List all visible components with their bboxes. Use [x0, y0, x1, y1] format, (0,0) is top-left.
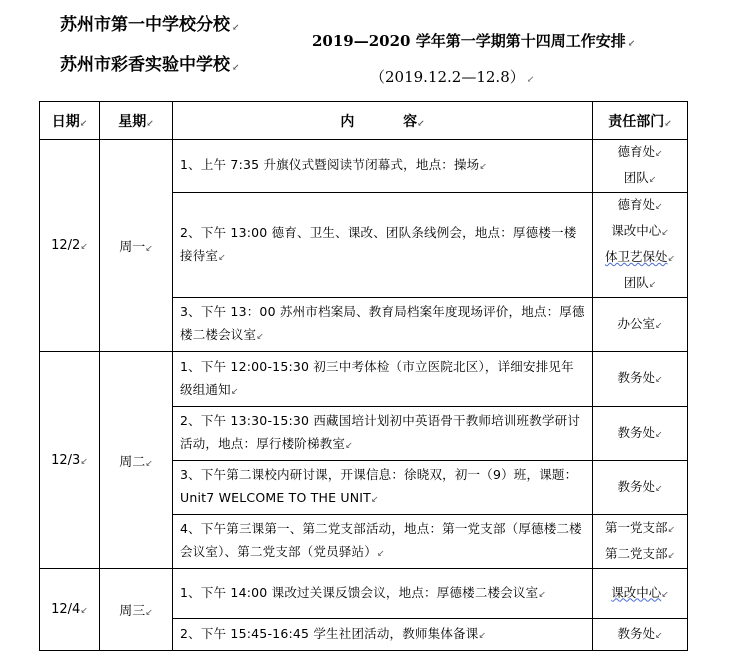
dept-cell: 教务处↙: [593, 407, 688, 461]
date-range: （2019.12.2—12.8） ↙: [370, 68, 535, 86]
document-title: 2019—2020 学年第一学期第十四周工作安排 ↙: [312, 32, 636, 50]
content-cell: 1、下午 14:00 课改过关课反馈会议，地点：厚德楼二楼会议室↙: [173, 569, 593, 619]
content-cell: 3、下午 13：00 苏州市档案局、教育局档案年度现场评价，地点：厚德楼二楼会议室↙: [173, 298, 593, 352]
content-cell: 3、下午第二课校内研讨课，开课信息：徐晓双，初一（9）班，课题：Unit7 WELCOME TO THE UNIT↙: [173, 461, 593, 515]
header-content: 内 容↙: [173, 102, 593, 140]
content-cell: 1、上午 7:35 升旗仪式暨阅读节闭幕式，地点：操场↙: [173, 140, 593, 193]
dept-cell: 教务处↙: [593, 352, 688, 407]
table-row: [40, 140, 688, 193]
header-weekday: 星期↙: [100, 102, 173, 140]
content-cell: 2、下午 15:45-16:45 学生社团活动，教师集体备课↙: [173, 619, 593, 651]
dept-cell: 德育处↙ 课改中心↙ 体卫艺保处↙ 团队↙: [593, 193, 688, 298]
header-dept: 责任部门↙: [593, 102, 688, 140]
weekday-cell: 周二↙: [100, 352, 173, 569]
table-row: [40, 352, 688, 407]
weekday-cell: 周一↙: [100, 140, 173, 352]
content-cell: 1、下午 12:00-15:30 初三中考体检（市立医院北区），详细安排见年级组通知↙: [173, 352, 593, 407]
date-cell: 12/3↙: [40, 352, 100, 569]
school-name-2: 苏州市彩香实验中学校 ↙: [60, 55, 240, 75]
header-date: 日期↙: [40, 102, 100, 140]
dept-cell: 德育处↙ 团队↙: [593, 140, 688, 193]
content-cell: 2、下午 13:00 德育、卫生、课改、团队条线例会，地点：厚德楼一楼接待室↙: [173, 193, 593, 298]
content-cell: 4、下午第三课第一、第二党支部活动，地点：第一党支部（厚德楼二楼会议室）、第二党支部（党员驿站）↙: [173, 515, 593, 569]
school-name-1: 苏州市第一中学校分校 ↙: [60, 15, 240, 35]
table-header-row: [40, 102, 688, 140]
dept-cell: 第一党支部↙ 第二党支部↙: [593, 515, 688, 569]
dept-cell: 课改中心↙: [593, 569, 688, 619]
schedule-table: [39, 101, 688, 651]
date-cell: 12/2↙: [40, 140, 100, 352]
dept-cell: 办公室↙: [593, 298, 688, 352]
content-cell: 2、下午 13:30-15:30 西藏国培计划初中英语骨干教师培训班教学研讨活动，地点：厚行楼阶梯教室↙: [173, 407, 593, 461]
weekday-cell: 周三↙: [100, 569, 173, 651]
date-cell: 12/4↙: [40, 569, 100, 651]
dept-cell: 教务处↙: [593, 461, 688, 515]
table-row: [40, 569, 688, 619]
dept-cell: 教务处↙: [593, 619, 688, 651]
